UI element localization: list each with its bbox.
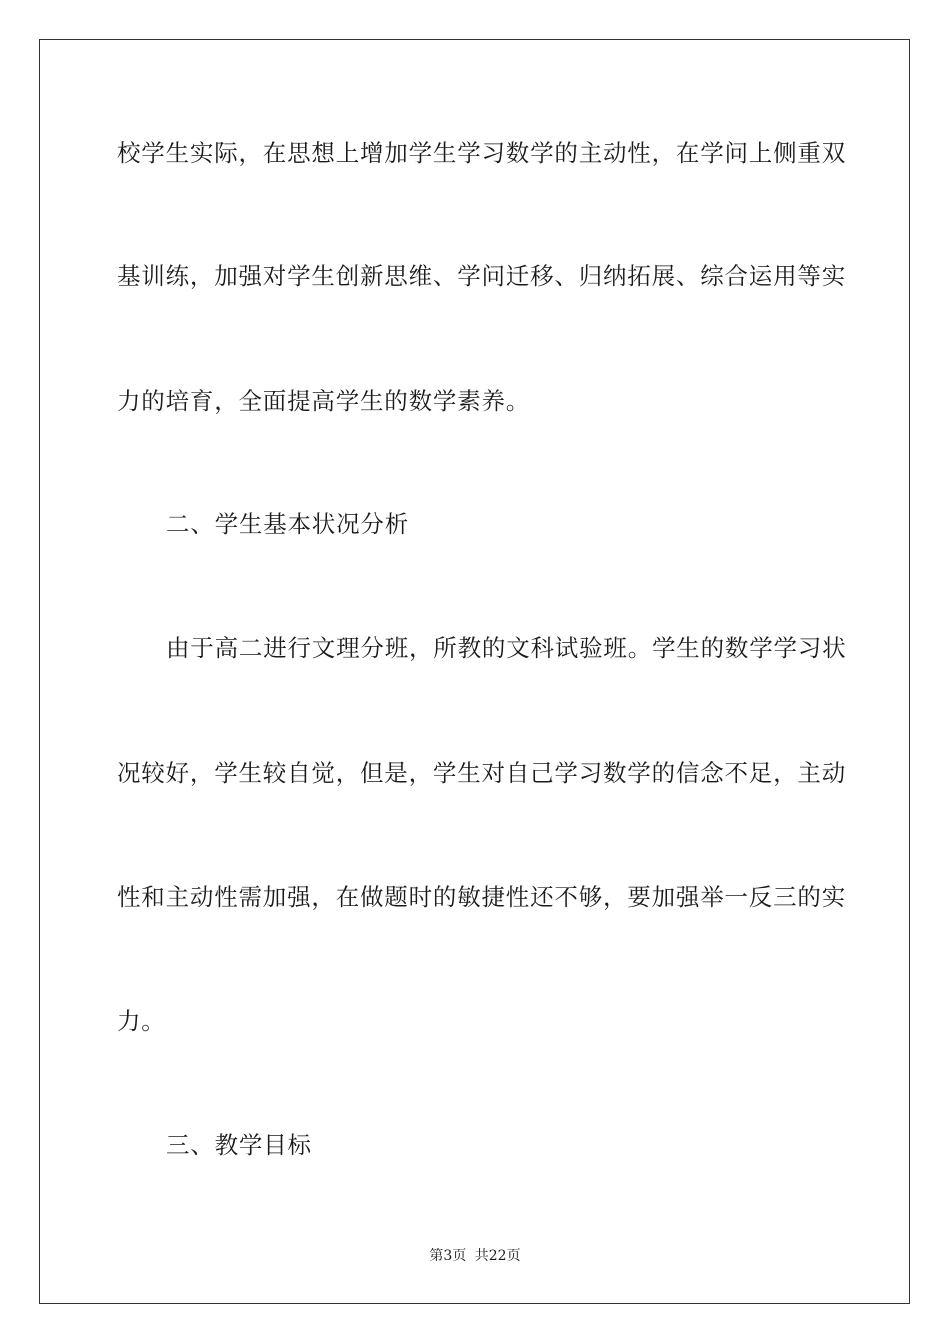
body-text-line: 校学生实际，在思想上增加学生学习数学的主动性，在学问上侧重双	[117, 139, 846, 167]
page-border	[39, 39, 910, 1304]
section-heading: 三、教学目标	[166, 1131, 312, 1159]
body-text-line: 力的培育，全面提高学生的数学素养。	[117, 387, 531, 415]
body-text-line: 基训练，加强对学生创新思维、学问迁移、归纳拓展、综合运用等实	[117, 262, 846, 290]
body-text-line: 况较好，学生较自觉，但是，学生对自己学习数学的信念不足，主动	[117, 759, 846, 787]
body-text-line: 力。	[117, 1007, 166, 1035]
body-text-line: 性和主动性需加强，在做题时的敏捷性还不够，要加强举一反三的实	[117, 883, 846, 911]
body-text-line: 由于高二进行文理分班，所教的文科试验班。学生的数学学习状	[166, 634, 847, 662]
page-number-footer: 第3页 共22页	[429, 1248, 521, 1264]
section-heading: 二、学生基本状况分析	[166, 510, 409, 538]
